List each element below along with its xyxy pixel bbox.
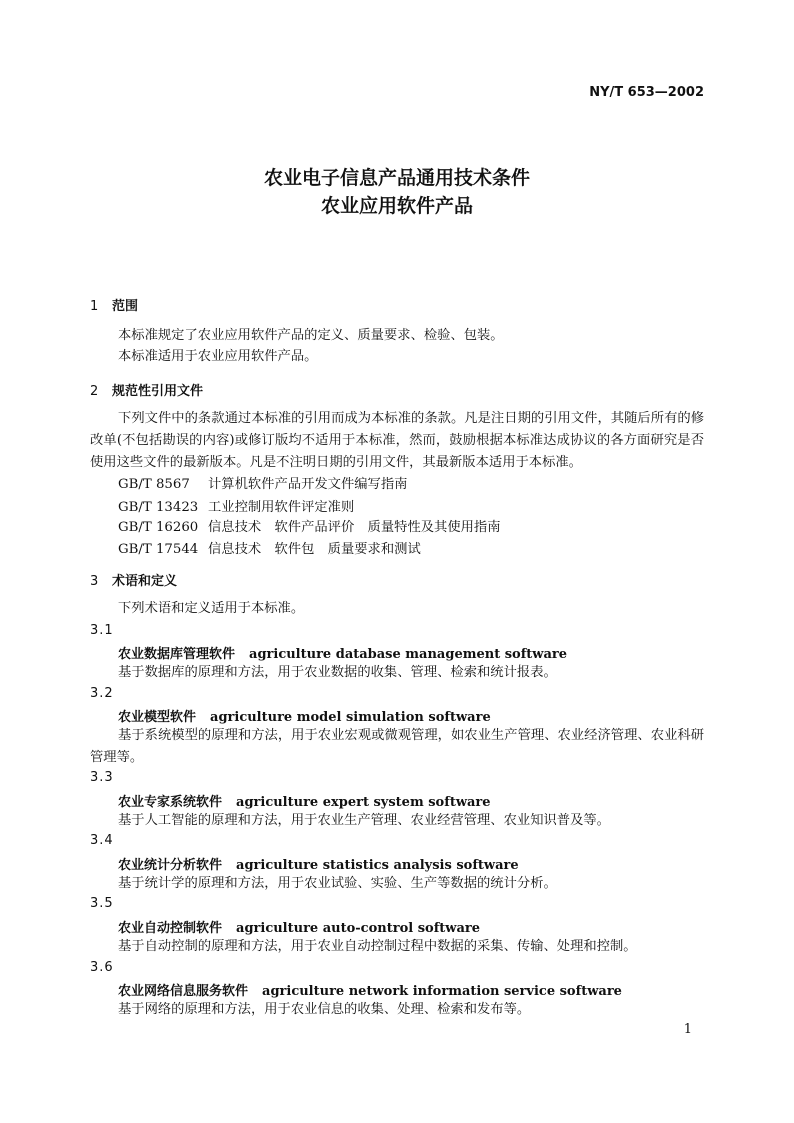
- term-english: agriculture statistics analysis software: [236, 858, 519, 873]
- term-heading: [118, 980, 622, 999]
- section-title: 术语和定义: [112, 574, 178, 589]
- reference-item: [118, 496, 354, 515]
- term-chinese: 农业数据库管理软件: [118, 647, 236, 662]
- paragraph: [90, 408, 704, 474]
- reference-title: 工业控制用软件评定准则: [208, 500, 355, 515]
- term-definition: 基于人工智能的原理和方法，用于农业生产管理、农业经营管理、农业知识普及等。: [118, 813, 610, 828]
- section-2-heading: [90, 380, 203, 399]
- term-definition: 基于统计学的原理和方法，用于农业试验、实验、生产等数据的统计分析。: [118, 876, 557, 891]
- reference-item: [118, 473, 407, 492]
- section-title: 规范性引用文件: [112, 384, 204, 399]
- paragraph: 下列术语和定义适用于本标准。: [118, 601, 305, 616]
- term-heading: [118, 917, 480, 936]
- section-number: 3: [90, 574, 99, 589]
- document-subtitle: 农业应用软件产品: [320, 195, 473, 217]
- document-code: NY/T 653—2002: [589, 85, 704, 100]
- section-title: 范围: [112, 299, 139, 314]
- term-english: agriculture database management software: [249, 647, 568, 662]
- term-english: agriculture model simulation software: [210, 710, 491, 725]
- term-chinese: 农业网络信息服务软件: [118, 984, 249, 999]
- term-definition: 基于网络的原理和方法，用于农业信息的收集、处理、检索和发布等。: [118, 1002, 531, 1017]
- term-number: 3.1: [90, 623, 114, 638]
- reference-title: 信息技术 软件产品评价 质量特性及其使用指南: [208, 520, 501, 535]
- term-chinese: 农业模型软件: [118, 710, 197, 725]
- term-number: 3.2: [90, 686, 114, 701]
- reference-item: [118, 516, 501, 535]
- section-number: 1: [90, 299, 99, 314]
- term-english: agriculture auto-control software: [236, 921, 481, 936]
- term-heading: [118, 854, 519, 873]
- term-english: agriculture expert system software: [236, 795, 491, 810]
- reference-code: GB/T 13423: [118, 500, 199, 515]
- paragraph-text: 下列文件中的条款通过本标准的引用而成为本标准的条款。凡是注日期的引用文件，其随后所有的修改单(不包括勘误的内容)或修订版均不适用于本标准，然而，鼓励根据本标准达成协议的各方面研究是否使用这些文件的最新版本。凡是不注明日期的引用文件，其最新版本适用于本标准。: [90, 411, 704, 470]
- page-number: 1: [683, 1022, 692, 1037]
- term-definition: [90, 725, 704, 769]
- paragraph: 本标准适用于农业应用软件产品。: [118, 349, 318, 364]
- section-1-heading: [90, 295, 138, 314]
- term-english: agriculture network information service software: [262, 984, 622, 999]
- reference-title: 计算机软件产品开发文件编写指南: [208, 477, 408, 492]
- term-definition: 基于自动控制的原理和方法，用于农业自动控制过程中数据的采集、传输、处理和控制。: [118, 939, 637, 954]
- term-chinese: 农业专家系统软件: [118, 795, 223, 810]
- document-title: 农业电子信息产品通用技术条件: [263, 167, 530, 189]
- reference-code: GB/T 8567: [118, 477, 190, 492]
- reference-code: GB/T 16260: [118, 520, 199, 535]
- term-heading: [118, 791, 491, 810]
- term-definition-text: 基于系统模型的原理和方法，用于农业宏观或微观管理，如农业生产管理、农业经济管理、农业科研管理等。: [90, 728, 704, 765]
- paragraph: 本标准规定了农业应用软件产品的定义、质量要求、检验、包装。: [118, 328, 504, 343]
- term-chinese: 农业自动控制软件: [118, 921, 223, 936]
- term-definition: 基于数据库的原理和方法，用于农业数据的收集、管理、检索和统计报表。: [118, 665, 557, 680]
- section-number: 2: [90, 384, 99, 399]
- reference-code: GB/T 17544: [118, 542, 199, 557]
- term-chinese: 农业统计分析软件: [118, 858, 223, 873]
- term-heading: [118, 643, 567, 662]
- term-number: 3.6: [90, 960, 114, 975]
- term-number: 3.4: [90, 833, 114, 848]
- term-heading: [118, 706, 491, 725]
- reference-item: [118, 538, 421, 557]
- section-3-heading: [90, 570, 177, 589]
- reference-title: 信息技术 软件包 质量要求和测试: [208, 542, 421, 557]
- term-number: 3.3: [90, 770, 114, 785]
- term-number: 3.5: [90, 896, 114, 911]
